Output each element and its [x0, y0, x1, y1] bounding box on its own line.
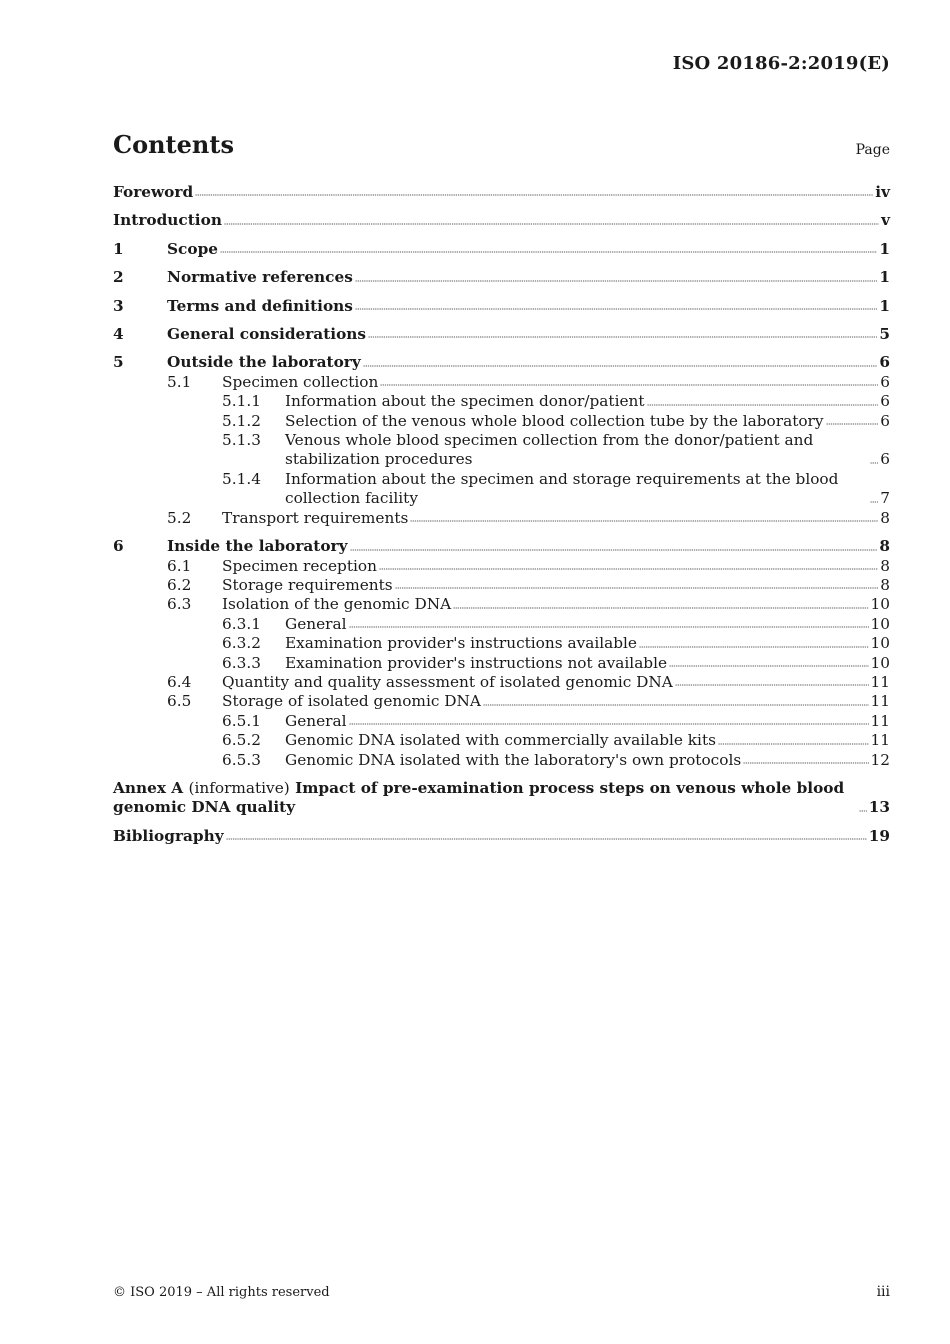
leader-dots [870, 500, 878, 504]
section-number: 6.1 [167, 556, 192, 575]
toc-entry-title: General [285, 614, 347, 633]
leader-dots [410, 519, 878, 523]
leader-dots [349, 722, 869, 726]
toc-entry-title: Examination provider's instructions not available [285, 653, 668, 672]
toc-entry-title: Specimen reception [222, 556, 377, 575]
annex-title [113, 779, 857, 818]
section-number: 5.1.3 [222, 431, 261, 450]
leader-dots [453, 606, 868, 610]
toc-entry-title: Outside the laboratory [167, 353, 361, 372]
section-number: 5.1.1 [222, 392, 261, 411]
document-id: ISO 20186-2:2019(E) [672, 53, 890, 74]
toc-page-number: iv [875, 183, 890, 201]
toc-entry-title: Scope [167, 239, 218, 258]
toc-page-number: 5 [879, 325, 890, 344]
toc-entry-title: General [285, 711, 347, 730]
toc-entry-normative-references[interactable] [113, 268, 890, 287]
leader-dots [669, 664, 868, 668]
toc-entry-specimen-reception[interactable] [113, 557, 890, 576]
toc-entry-title: Venous whole blood specimen collection from the donor/patient and stabilization procedures [285, 431, 814, 469]
toc-entry-commercial-kits[interactable] [113, 731, 890, 750]
toc-entry-general-6-5-1[interactable] [113, 712, 890, 731]
toc-page-number: 10 [870, 653, 890, 672]
toc-entry-laboratory-protocols[interactable] [113, 751, 890, 770]
toc-entry-introduction[interactable] [113, 211, 890, 230]
toc-entry-title: Genomic DNA isolated with commercially available kits [285, 731, 716, 750]
section-number: 5.1 [167, 372, 192, 391]
toc-entry-storage-requirements-collection-facility[interactable] [113, 470, 890, 509]
toc-page-number: 10 [870, 634, 890, 653]
toc-entry-quantity-quality-assessment[interactable] [113, 673, 890, 692]
toc-entry-title: Selection of the venous whole blood collection tube by the laboratory [285, 411, 824, 430]
annex-type: (informative) [188, 778, 290, 797]
toc-page-number: 6 [880, 411, 890, 430]
toc-entry-title: Normative references [167, 268, 353, 287]
toc-entry-title: Bibliography [113, 826, 224, 845]
toc-entry-title: Examination provider's instructions available [285, 634, 637, 653]
toc-page-number: 1 [879, 239, 890, 258]
section-number: 5.1.4 [222, 469, 261, 488]
toc-entry-annex-a[interactable] [113, 779, 890, 818]
toc-entry-title: Quantity and quality assessment of isolated genomic DNA [222, 672, 673, 691]
toc-page-number: 11 [870, 692, 890, 711]
toc-entry-title: Storage of isolated genomic DNA [222, 692, 481, 711]
toc-entry-title: Information about the specimen and storage requirements at the blood collection facility [285, 469, 839, 508]
toc-page-number: 1 [879, 296, 890, 315]
toc-entry-isolation-of-genomic-dna[interactable] [113, 595, 890, 614]
toc-entry-title: Foreword [113, 183, 194, 201]
toc-entry-title: Transport requirements [222, 508, 409, 527]
leader-dots [718, 742, 869, 746]
toc-entry-storage-of-isolated-dna[interactable] [113, 692, 890, 711]
leader-dots [870, 461, 878, 465]
toc-entry-instructions-available[interactable] [113, 634, 890, 653]
toc-entry-title: Storage requirements [222, 575, 393, 594]
toc-page-number: 11 [870, 731, 890, 750]
toc-entry-inside-the-laboratory[interactable] [113, 537, 890, 556]
leader-dots [363, 364, 878, 368]
toc-page-number: 10 [870, 595, 890, 614]
leader-dots [220, 250, 877, 254]
toc-entry-terms-and-definitions[interactable] [113, 297, 890, 316]
toc-page-number: v [881, 211, 890, 230]
toc-page-number: 19 [868, 826, 890, 845]
section-number: 6.3.3 [222, 653, 261, 672]
toc-page-number: 10 [870, 614, 890, 633]
section-number: 6.2 [167, 575, 192, 594]
toc-page-number: 8 [880, 556, 890, 575]
leader-dots [675, 683, 869, 687]
leader-dots [826, 422, 879, 426]
toc-page-number: 8 [880, 575, 890, 594]
toc-page-number: 8 [880, 508, 890, 527]
leader-dots [483, 703, 869, 707]
toc-entry-title: Introduction [113, 211, 222, 230]
toc-entry-title: Impact of pre-examination process steps on venous whole blood genomic DNA quality [113, 778, 845, 817]
leader-dots [195, 193, 873, 197]
toc-entry-specimen-collection[interactable] [113, 373, 890, 392]
page-title: Contents [113, 130, 234, 159]
leader-dots [859, 809, 867, 813]
toc-entry-title: Information about the specimen donor/patient [285, 392, 645, 411]
section-number: 6.5.2 [222, 731, 261, 750]
toc-page-number: 6 [879, 353, 890, 372]
table-of-contents [113, 183, 890, 846]
leader-dots [647, 403, 879, 407]
toc-page-number: 1 [879, 268, 890, 287]
toc-entry-general-considerations[interactable] [113, 325, 890, 344]
toc-entry-title: Genomic DNA isolated with the laboratory's own protocols [285, 750, 742, 769]
toc-page-number: 12 [870, 750, 890, 769]
leader-dots [395, 586, 879, 590]
leader-dots [355, 279, 878, 283]
toc-page-number: 11 [870, 672, 890, 691]
toc-entry-storage-requirements[interactable] [113, 576, 890, 595]
toc-entry-transport-requirements[interactable] [113, 509, 890, 528]
section-number: 3 [113, 296, 124, 315]
leader-dots [380, 383, 878, 387]
toc-page-number: 6 [880, 392, 890, 411]
toc-page-number: 8 [879, 537, 890, 556]
leader-dots [379, 567, 878, 571]
leader-dots [639, 645, 869, 649]
toc-entry-title: General considerations [167, 325, 367, 344]
toc-page-number: 11 [870, 711, 890, 730]
section-number: 1 [113, 239, 124, 258]
section-number: 6.3.2 [222, 634, 261, 653]
leader-dots [743, 761, 868, 765]
section-number: 6.3 [167, 595, 192, 614]
leader-dots [368, 335, 877, 339]
page-column-label: Page [855, 142, 890, 158]
section-number: 6 [113, 537, 124, 556]
leader-dots [226, 837, 867, 841]
copyright-notice: © ISO 2019 – All rights reserved [113, 1285, 330, 1300]
section-number: 2 [113, 268, 124, 287]
toc-entry-title: Specimen collection [222, 372, 379, 391]
section-number: 5 [113, 353, 124, 372]
toc-entry-instructions-not-available[interactable] [113, 654, 890, 673]
toc-entry-title: Terms and definitions [167, 296, 353, 315]
section-number: 4 [113, 325, 124, 344]
toc-entry-bibliography[interactable] [113, 827, 890, 846]
toc-entry-specimen-collection-procedures[interactable] [113, 431, 890, 470]
toc-entry-scope[interactable] [113, 240, 890, 259]
toc-entry-donor-information[interactable] [113, 392, 890, 411]
toc-entry-collection-tube-selection[interactable] [113, 412, 890, 431]
section-number: 5.2 [167, 508, 192, 527]
leader-dots [224, 222, 879, 226]
toc-entry-title: Isolation of the genomic DNA [222, 595, 452, 614]
section-number: 6.5 [167, 692, 192, 711]
toc-entry-foreword[interactable] [113, 183, 890, 202]
section-number: 6.5.3 [222, 750, 261, 769]
toc-page-number: 13 [868, 798, 890, 817]
toc-page-number: 6 [880, 450, 890, 469]
footer-page-number: iii [876, 1284, 890, 1300]
leader-dots [350, 548, 878, 552]
section-number: 5.1.2 [222, 411, 261, 430]
section-number: 6.4 [167, 672, 192, 691]
toc-page-number: 7 [880, 489, 890, 508]
toc-entry-general-6-3-1[interactable] [113, 615, 890, 634]
toc-entry-title: Inside the laboratory [167, 537, 348, 556]
toc-page-number: 6 [880, 372, 890, 391]
annex-label: Annex A [113, 778, 184, 797]
section-number: 6.5.1 [222, 711, 261, 730]
leader-dots [355, 307, 877, 311]
leader-dots [349, 625, 869, 629]
section-number: 6.3.1 [222, 614, 261, 633]
toc-entry-outside-the-laboratory[interactable] [113, 353, 890, 372]
